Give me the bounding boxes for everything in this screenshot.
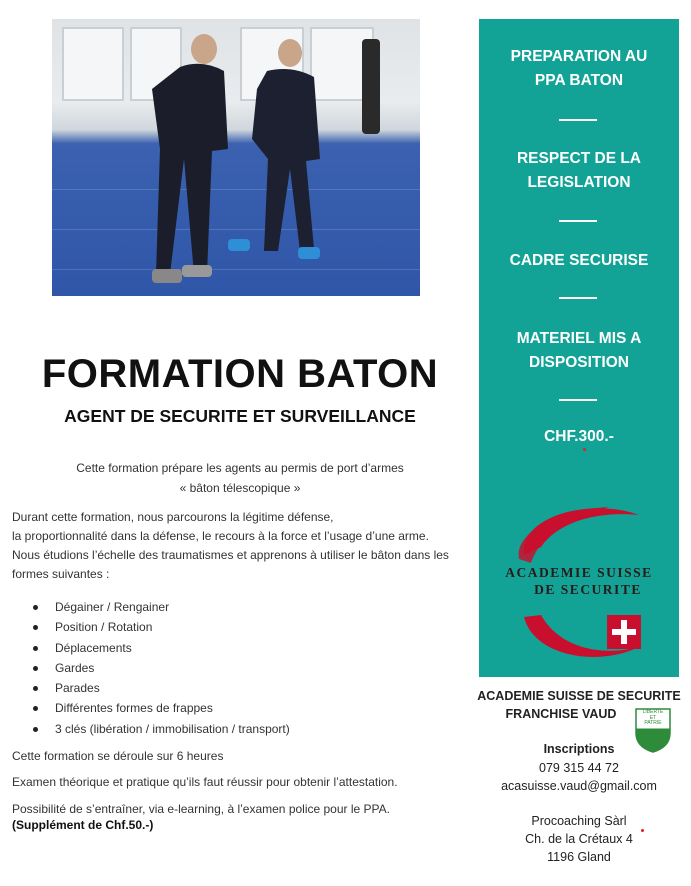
sidebar-item-preparation: [479, 45, 679, 93]
logo-text-line: ACADEMIE SUISSE: [505, 565, 653, 580]
sidebar-price: CHF.300.-: [544, 428, 614, 445]
description-line: la proportionnalité dans la défense, le recours à la force et l’usage d’une arme.: [12, 529, 429, 543]
sidebar-item-label: PREPARATION AU: [510, 48, 648, 65]
sidebar-item-label: PPA BATON: [534, 72, 624, 89]
crest-motto-line: PATRIE: [644, 720, 662, 726]
description-line: formes suivantes :: [12, 567, 110, 581]
sidebar-item-label: RESPECT DE LA: [516, 150, 641, 167]
description-line: Nous étudions l’échelle des traumatismes et apprenons à utiliser le bâton dans les: [12, 548, 449, 562]
red-dot: [641, 829, 644, 832]
list-item: 3 clés (libération / immobilisation / transport): [22, 719, 290, 739]
city-address: 1196 Gland: [547, 850, 611, 864]
intro-line-1: Cette formation prépare les agents au permis de port d’armes: [76, 461, 404, 475]
exam-text: Examen théorique et pratique qu’ils faut réussir pour obtenir l’attestation.: [12, 775, 398, 789]
list-item: Gardes: [22, 658, 290, 678]
list-item: Position / Rotation: [22, 617, 290, 637]
logo-text: [479, 564, 679, 598]
phone-number: 079 315 44 72: [539, 761, 619, 775]
sidebar-item-label: LEGISLATION: [527, 174, 631, 191]
description-paragraph: [12, 508, 472, 584]
sidebar-item-legislation: [479, 147, 679, 195]
sidebar-item-cadre: CADRE SECURISE: [509, 252, 649, 269]
supplement-text: (Supplément de Chf.50.-): [12, 818, 154, 832]
list-item: Parades: [22, 678, 290, 698]
training-photo: [52, 19, 420, 296]
sidebar-divider: [559, 119, 597, 121]
crest-motto: [634, 710, 672, 727]
sidebar-divider: [559, 220, 597, 222]
sidebar-divider: [559, 297, 597, 299]
description-line: Durant cette formation, nous parcourons la légitime défense,: [12, 510, 334, 524]
intro-line-2: « bâton télescopique »: [179, 481, 301, 495]
email-address: acasuisse.vaud@gmail.com: [501, 779, 657, 793]
sidebar-item-label: MATERIEL MIS A: [516, 330, 642, 347]
techniques-list: [22, 597, 290, 739]
sidebar-item-materiel: [479, 327, 679, 375]
elearning-text: Possibilité de s’entraîner, via e-learning, à l’examen police pour le PPA.: [12, 802, 390, 816]
page-title: FORMATION BATON: [41, 352, 439, 396]
red-dot: [583, 448, 586, 451]
duration-text: Cette formation se déroule sur 6 heures: [12, 749, 224, 763]
inscriptions-label: Inscriptions: [543, 742, 615, 756]
crest-motto-line: ET: [649, 714, 657, 721]
sidebar-item-label: DISPOSITION: [529, 354, 629, 371]
crest-motto-line: LIBERTE: [642, 709, 664, 715]
sidebar-divider: [559, 399, 597, 401]
list-item: Déplacements: [22, 638, 290, 658]
company-name: Procoaching Sàrl: [531, 814, 627, 828]
org-name: ACADEMIE SUISSE DE SECURITE: [477, 689, 681, 703]
list-item: Dégainer / Rengainer: [22, 597, 290, 617]
page-subtitle: AGENT DE SECURITE ET SURVEILLANCE: [64, 406, 416, 426]
logo-text-line: DE SECURITE: [534, 582, 642, 597]
list-item: Différentes formes de frappes: [22, 698, 290, 718]
sidebar-panel: [479, 19, 679, 677]
training-figures: [52, 19, 420, 296]
org-franchise: FRANCHISE VAUD: [505, 707, 617, 721]
street-address: Ch. de la Crétaux 4: [525, 832, 633, 846]
